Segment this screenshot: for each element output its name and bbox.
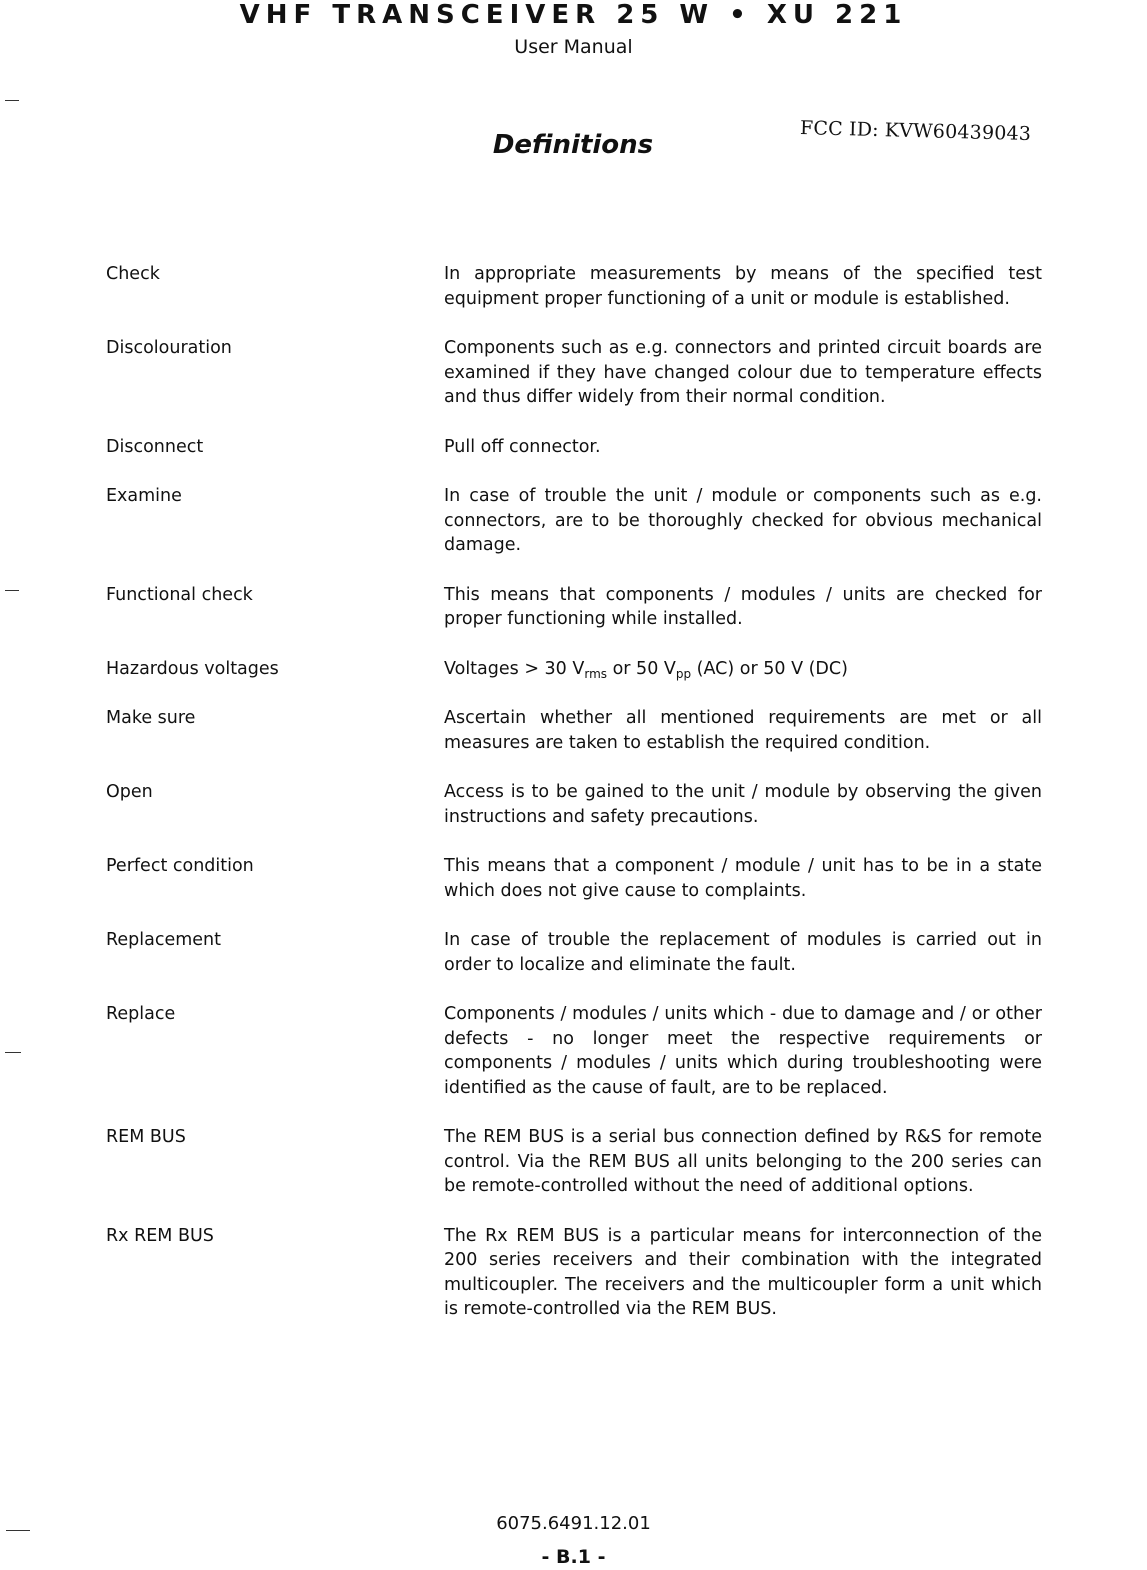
definition-term: Functional check bbox=[106, 584, 253, 605]
definition-text: The Rx REM BUS is a particular means for interconnection of the 200 series receivers and their combination with the integrated multicoupler. The receivers and the multicoupler form a unit which is remote-controlled via the REM BUS. bbox=[444, 1225, 1042, 1319]
definition-row bbox=[106, 928, 1046, 977]
definition-row bbox=[106, 1125, 1046, 1199]
definition-text bbox=[444, 657, 1042, 682]
definition-row bbox=[106, 854, 1046, 903]
fcc-id-value: KVW60439043 bbox=[884, 119, 1032, 146]
definition-text: Components / modules / units which - due to damage and / or other defects - no longer meet the respective requirements or components / modules / units which during troubleshooting were identified as the cause of fault, are to be replaced. bbox=[444, 1004, 1042, 1098]
voltage-subscript: rms bbox=[584, 666, 608, 681]
voltage-text: Voltages > 30 V bbox=[444, 658, 585, 679]
definition-row bbox=[106, 706, 1046, 755]
definition-row bbox=[106, 1002, 1046, 1100]
definition-term: REM BUS bbox=[106, 1127, 186, 1147]
fcc-id-label: FCC ID: bbox=[799, 117, 880, 142]
definition-term: Disconnect bbox=[106, 436, 204, 457]
definition-text: Access is to be gained to the unit / module by observing the given instructions and safety precautions. bbox=[444, 782, 1042, 827]
definition-text: This means that components / modules / units are checked for proper functioning while installed. bbox=[444, 584, 1042, 629]
definition-term: Replacement bbox=[106, 930, 221, 950]
definition-term: Examine bbox=[106, 486, 182, 506]
scan-mark bbox=[5, 100, 19, 101]
definition-row bbox=[106, 336, 1046, 410]
definition-text: In appropriate measurements by means of the specified test equipment proper functioning of a unit or module is established. bbox=[444, 264, 1042, 309]
definition-row bbox=[106, 262, 1046, 311]
definition-text: Pull off connector. bbox=[444, 436, 601, 457]
definition-text: This means that a component / module / unit has to be in a state which does not give cause to complaints. bbox=[444, 856, 1042, 901]
document-subtitle: User Manual bbox=[514, 36, 633, 58]
definition-text: Ascertain whether all mentioned requirements are met or all measures are taken to establish the required condition. bbox=[444, 708, 1042, 753]
scan-mark bbox=[5, 1052, 21, 1053]
definition-text: Components such as e.g. connectors and printed circuit boards are examined if they have changed colour due to temperature effects and thus differ widely from their normal condition. bbox=[444, 338, 1042, 407]
fcc-id bbox=[800, 114, 1032, 148]
definition-term: Hazardous voltages bbox=[106, 658, 279, 679]
scan-mark bbox=[5, 590, 19, 591]
page-number: - B.1 - bbox=[541, 1546, 606, 1568]
definition-row bbox=[106, 435, 1046, 460]
definition-text: In case of trouble the unit / module or components such as e.g. connectors, are to be thoroughly checked for obvious mechanical damage. bbox=[444, 486, 1042, 555]
voltage-text: or 50 V bbox=[607, 658, 676, 679]
definition-term: Discolouration bbox=[106, 338, 232, 358]
definition-row bbox=[106, 583, 1046, 632]
definition-term: Open bbox=[106, 782, 153, 802]
voltage-text: (AC) or 50 V (DC) bbox=[691, 658, 848, 679]
section-title: Definitions bbox=[492, 130, 654, 160]
definition-term: Replace bbox=[106, 1004, 176, 1024]
definition-term: Perfect condition bbox=[106, 856, 254, 876]
definition-row bbox=[106, 657, 1046, 682]
definition-row bbox=[106, 1224, 1046, 1322]
definition-row bbox=[106, 484, 1046, 558]
document-number: 6075.6491.12.01 bbox=[496, 1513, 651, 1534]
definition-text: In case of trouble the replacement of modules is carried out in order to localize and eliminate the fault. bbox=[444, 930, 1042, 975]
definition-term: Make sure bbox=[106, 708, 196, 728]
definitions-list bbox=[106, 262, 1046, 1347]
document-title: VHF TRANSCEIVER 25 W • XU 221 bbox=[239, 0, 908, 30]
definition-term: Check bbox=[106, 264, 160, 284]
definition-text: The REM BUS is a serial bus connection defined by R&S for remote control. Via the REM BUS all units belonging to the 200 series can be remote-controlled without the need of additional options. bbox=[444, 1127, 1042, 1196]
voltage-subscript: pp bbox=[675, 666, 692, 681]
definition-term: Rx REM BUS bbox=[106, 1225, 214, 1246]
definition-row bbox=[106, 780, 1046, 829]
